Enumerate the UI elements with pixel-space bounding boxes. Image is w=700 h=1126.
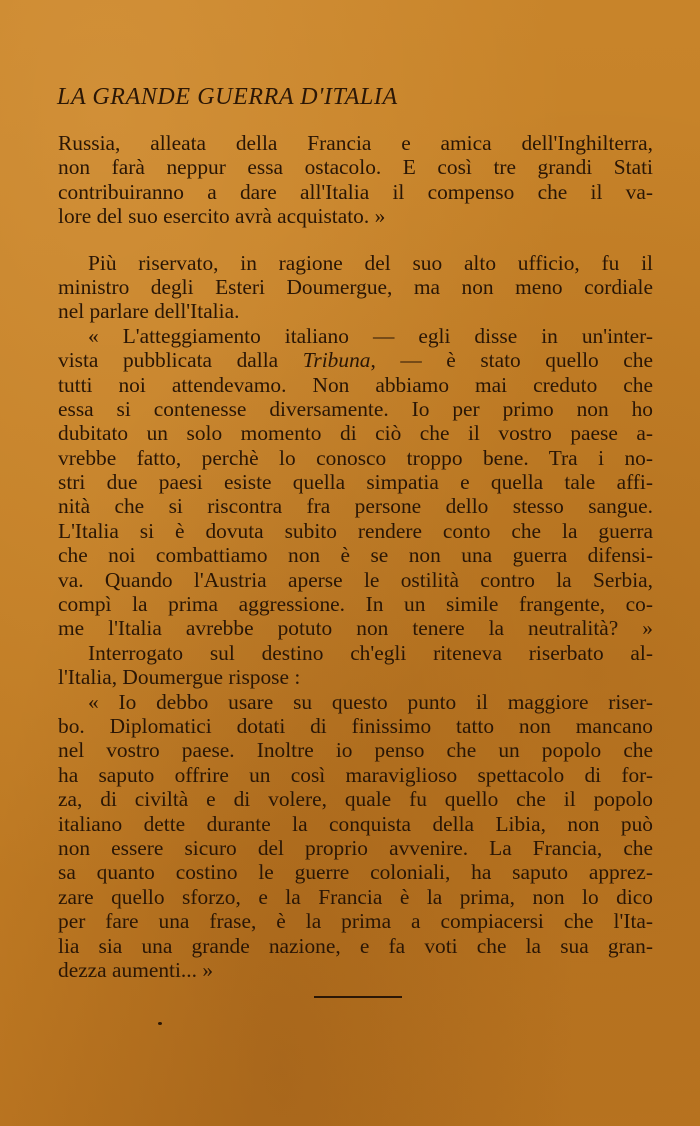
text-line: essa si contenesse diversamente. Io per primo non ho xyxy=(58,396,653,421)
text-line: Più riservato, in ragione del suo alto ufficio, fu il xyxy=(88,250,653,275)
text-line: vista pubblicata dalla Tribuna, — è stato quello che xyxy=(58,348,653,373)
running-head: LA GRANDE GUERRA D'ITALIA xyxy=(57,84,398,110)
text-line: Russia, alleata della Francia e amica dell'Inghilterra, xyxy=(58,131,653,155)
text-line: non essere sicuro del proprio avvenire. La Francia, che xyxy=(58,835,653,860)
end-rule xyxy=(314,996,402,998)
text-line: nel vostro paese. Inoltre io penso che un popolo che xyxy=(58,738,653,763)
text-line: « Io debbo usare su questo punto il maggiore riser- xyxy=(88,689,653,714)
text-line: che noi combattiamo non è se non una guerra difensi- xyxy=(58,543,653,568)
text-line: nità che si riscontra fra persone dello stesso sangue. xyxy=(58,494,653,519)
ink-speck xyxy=(158,1022,162,1025)
text-line: ministro degli Esteri Doumergue, ma non meno cordiale xyxy=(58,274,653,299)
text-line: tutti noi attendevamo. Non abbiamo mai creduto che xyxy=(58,372,653,397)
text-line: bo. Diplomatici dotati di finissimo tatto non mancano xyxy=(58,713,653,738)
text-line: za, di civiltà e di volere, quale fu quello che il popolo xyxy=(58,787,653,812)
text-line: per fare una frase, è la prima a compiacersi che l'Ita- xyxy=(58,909,653,934)
body-text xyxy=(58,131,653,982)
text-line: contribuiranno a dare all'Italia il compenso che il va- xyxy=(58,179,653,204)
text-line: ha saputo offrire un così maraviglioso spettacolo di for- xyxy=(58,762,653,787)
text-line: compì la prima aggressione. In un simile frangente, co- xyxy=(58,592,653,617)
newspaper-name: Tribuna xyxy=(302,348,371,373)
text-line: dezza aumenti... » xyxy=(58,957,214,982)
text-line: vrebbe fatto, perchè lo conosco troppo bene. Tra i no- xyxy=(58,445,653,470)
text-line: italiano dette durante la conquista della Libia, non può xyxy=(58,811,653,836)
text-line: Interrogato sul destino ch'egli riteneva riserbato al- xyxy=(88,640,653,665)
text-line: zare quello sforzo, e la Francia è la prima, non lo dico xyxy=(58,884,653,909)
text-line: l'Italia, Doumergue rispose : xyxy=(58,665,301,690)
text-line: stri due paesi esiste quella simpatia e quella tale affi- xyxy=(58,470,653,495)
text-line: me l'Italia avrebbe potuto non tenere la neutralità? » xyxy=(58,616,653,641)
text-line: lore del suo esercito avrà acquistato. » xyxy=(58,204,386,229)
text-line: dubitato un solo momento di ciò che il vostro paese a- xyxy=(58,421,653,446)
text-line: sa quanto costino le guerre coloniali, ha saputo apprez- xyxy=(58,860,653,885)
text-line: L'Italia si è dovuta subito rendere conto che la guerra xyxy=(58,518,653,543)
text-line: va. Quando l'Austria aperse le ostilità contro la Serbia, xyxy=(58,567,653,592)
text-line: « L'atteggiamento italiano — egli disse in un'inter- xyxy=(88,323,653,348)
paragraph-gap xyxy=(58,229,653,251)
text-line: non farà neppur essa ostacolo. E così tre grandi Stati xyxy=(58,155,653,180)
text-line: nel parlare dell'Italia. xyxy=(58,299,240,324)
text-line: lia sia una grande nazione, e fa voti che la sua gran- xyxy=(58,933,653,958)
